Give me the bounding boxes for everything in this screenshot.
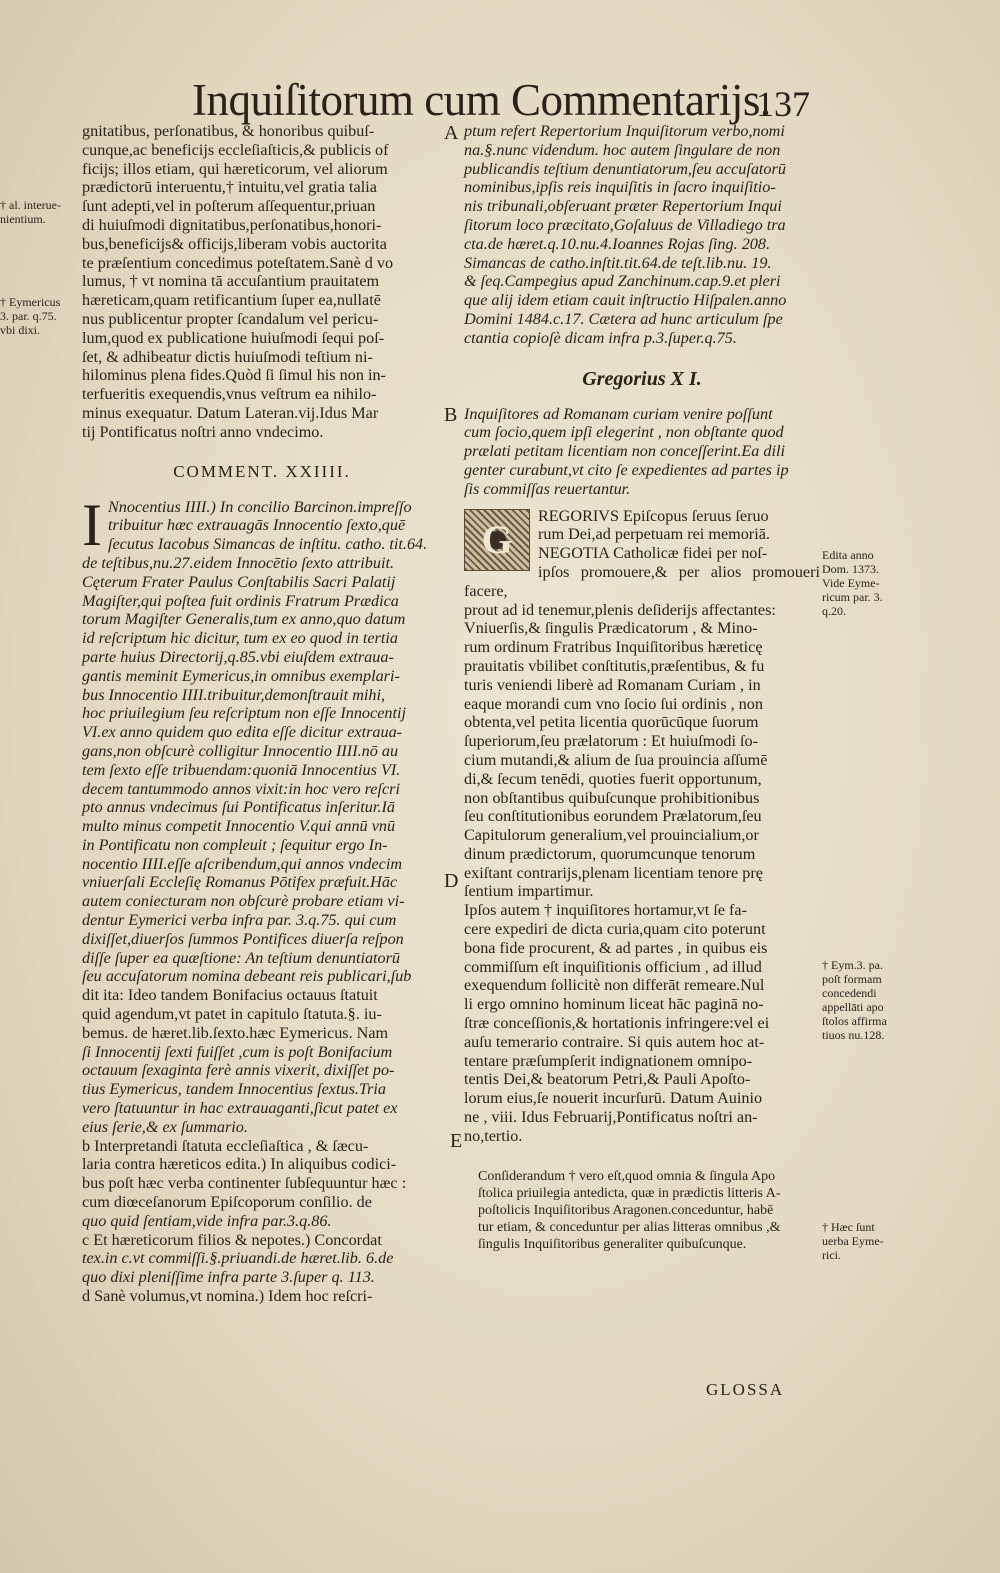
bull-text (464, 507, 820, 1146)
text-line: rum Dei,ad perpetuam rei memoriā. (538, 525, 770, 544)
text-line: ſentium impartimur. (464, 882, 594, 901)
text-line: commiſſum eſt inquiſitionis officium , ad illud (464, 957, 762, 976)
text-line: de teſtibus,nu.27.eidem Innocētio ſexto attribuit. (82, 553, 394, 572)
note-line: ſtolos affirma (822, 1014, 887, 1028)
text-line: nominibus,ipſis reis inquiſitis in ſacro inquiſitio- (464, 178, 776, 197)
text-line: poſtolicis Inquiſitoribus Aragonen.conceduntur, habē (478, 1202, 774, 1218)
text-line: cium mutandi,& alium de ſua prouincia aſſumē (464, 750, 768, 769)
text-line: no,tertio. (464, 1126, 523, 1145)
margin-note-right-2 (822, 958, 912, 1042)
text-line: VI.ex anno quidem quo edita eſſe dicitur extraua- (82, 723, 403, 742)
text-line: cere expediri de dicta curia,quam cito poterunt (464, 920, 766, 939)
margin-note-right-1 (822, 548, 912, 618)
text-line: eius ſerie,& ex ſummario. (82, 1117, 248, 1136)
note-line: Edita anno (822, 548, 874, 562)
note-line: tiuos nu.128. (822, 1028, 885, 1042)
text-line: Simancas de catho.inſtit.tit.64.de teſt.lib.nu. 19. (464, 253, 772, 272)
text-line: Magiſter,qui poſtea fuit ordinis Fratrum Prædica (82, 591, 399, 610)
text-line: multo minus competit Innocentio V.qui annū vnū (82, 817, 396, 836)
text-line: ſeu accuſatorum nomina debeant reis publicari,ſub (82, 967, 412, 986)
page-title: Inquiſitorum cum Commentarijs. (192, 75, 771, 125)
section-letter-b: B (444, 404, 458, 426)
text-line: Conſiderandum † vero eſt,quod omnia & ſingula Apo (478, 1168, 776, 1184)
note-line: appellāti apo (822, 1000, 884, 1014)
text-line: prælati petitam licentiam non conceſſerint.Ea dili (464, 442, 786, 461)
text-line: ipſos promouere,& per alios promoueri facere, (464, 562, 820, 600)
text-line: te præſentium concedimus poteſtatem.Sanè d vo (82, 253, 394, 272)
text-line: bus poſt hæc verba continenter ſubſequuntur hæc : (82, 1174, 407, 1193)
text-line: gnitatibus, perſonatibus, & honoribus quibuſ- (82, 122, 375, 140)
text-line: di huiuſmodi dignitatibus,perſonatibus,honori- (82, 215, 382, 234)
text-line: lum,quod ex publicatione huiuſmodi ſequi poſ- (82, 328, 385, 347)
text-line: na.§.nunc videndum. hoc autem ſingulare de non (464, 140, 781, 159)
text-line: cunque,ac beneficijs eccleſiaſticis,& publicis of (82, 140, 389, 159)
section-letter-a: A (444, 122, 459, 144)
text-line: vero ſtatuuntur in hac extrauaganti,ſicut patet ex (82, 1099, 398, 1118)
text-line: parte huius Directorij,q.85.vbi eiuſdem extraua- (82, 647, 394, 666)
comment-heading: COMMENT. XXIIII. (173, 461, 351, 481)
text-line: nocentio IIII.eſſe aſcribendum,qui annos vndecim (82, 854, 403, 873)
note-block (464, 1168, 820, 1253)
catchword: GLOSSA (706, 1380, 785, 1399)
text-line: lumus, † vt nomina tā accuſantium prauitatem (82, 272, 380, 291)
text-line: autem coniecturam non obſcurè probare etiam vi- (82, 892, 405, 911)
text-line: rum ordinum Fratribus Inquiſitoribus hæreticę (464, 638, 763, 657)
note-line: q.20. (822, 604, 846, 618)
text-line: eaque morandi cum vno ſocio ſui ordinis , non (464, 694, 763, 713)
text-line: ſtolica priuilegia antedicta, quæ in prædictis litteris A- (478, 1185, 781, 1201)
text-line: dit ita: Ideo tandem Bonifacius octauus ſtatuit (82, 986, 378, 1005)
text-line: & ſeq.Campegius apud Zanchinum.cap.9.et pleri (464, 272, 781, 291)
text-line: Inquiſitores ad Romanam curiam venire poſſunt (464, 404, 773, 423)
text-line: nis tribunali,obſeruant præter Repertorium Inqui (464, 197, 782, 216)
left-column (82, 122, 442, 1306)
text-line: bus,beneficijs& officijs,liberam vobis auctorita (82, 234, 387, 253)
text-line: Cęterum Frater Paulus Conſtabilis Sacri Palatij (82, 572, 396, 591)
text-line: lorum eius,ſe nouerit incurſurū. Datum Auinio (464, 1089, 763, 1108)
text-line: ſeu conſtitutionibus eorundem Prælatorum,ſeu (464, 807, 762, 826)
text-line: dentur Eymerici verba infra par. 3.q.75. qui cum (82, 911, 397, 930)
note-line: † al. interue- (0, 198, 61, 212)
text-line: tij Pontificatus noſtri anno vndecimo. (82, 422, 324, 441)
margin-note-left-1 (0, 198, 80, 226)
margin-note-left-2 (0, 295, 80, 337)
decorated-initial: G (464, 509, 530, 571)
note-line: Vide Eyme- (822, 576, 880, 590)
note-line: vbi dixi. (0, 323, 41, 337)
text-line: Capitulorum generalium,vel prouincialium,or (464, 826, 759, 845)
text-line: nus publicentur propter ſcandalum vel pericu- (82, 309, 379, 328)
text-line: publicandis teſtium denuntiatorum,ſeu accuſatorū (464, 159, 786, 178)
margin-note-right-3 (822, 1220, 912, 1262)
text-line: ſitorum loco præcitato,Goſaluus de Villadiego tra (464, 215, 786, 234)
text-line: tentis Dei,& beatorum Petri,& Pauli Apoſto- (464, 1070, 751, 1089)
note-line: uerba Eyme- (822, 1234, 884, 1248)
text-line: hilominus plena fides.Quòd ſi ſimul his non in- (82, 366, 386, 385)
text-line: pto annus vndecimus ſui Pontificatus inſeritur.Iā (82, 798, 395, 817)
text-line: tentare præſumpſerit indignationem omnipo- (464, 1051, 753, 1070)
text-line: c Et hæreticorum filios & nepotes.) Concordat (82, 1230, 382, 1249)
text-line: torum Magiſter Generalis,tum ex anno,quo datum (82, 610, 406, 629)
text-line: ptum refert Repertorium Inquiſitorum verbo,nomi (464, 122, 785, 140)
text-line: b Interpretandi ſtatuta eccleſiaſtica , & ſæcu- (82, 1136, 369, 1155)
text-line: dinum prædictorum, quorumcunque tenorum (464, 844, 756, 863)
text-line: REGORIVS Epiſcopus ſeruus ſeruo (538, 506, 769, 525)
text-line: tius Eymericus, tandem Innocentius ſextus.Tria (82, 1080, 386, 1099)
text-line: cum diœceſanorum Epiſcoporum conſilio. de (82, 1193, 372, 1212)
page-number: 137 (756, 84, 810, 124)
text-line: hoc priuilegium ſeu reſcriptum non eſſe Innocentij (82, 704, 406, 723)
initial-letter: I (82, 491, 102, 558)
text-line: obtenta,vel petita licentia quorūcūque ſuorum (464, 713, 759, 732)
note-line: ricum par. 3. (822, 590, 883, 604)
note-line: † Hæc ſunt (822, 1220, 875, 1234)
text-line: in Pontificatu non compleuit ; ſequitur ergo In- (82, 835, 388, 854)
text-line: diſſe ſuper ea quæſtione: An teſtium denuntiatorū (82, 948, 401, 967)
text-line: bus Innocentio IIII.tribuitur,demonſtrauit mihi, (82, 685, 386, 704)
text-line: ctantia copioſè dicam infra p.3.ſuper.q.75. (464, 328, 737, 347)
text-line: ſi Innocentij ſexti fuiſſet ,cum is poſt Bonifacium (82, 1042, 393, 1061)
text-line: prædictorū interuentu,† intuitu,vel gratia talia (82, 178, 377, 197)
text-line: octauum ſexaginta ferè annis vixerit, dixiſſet po- (82, 1061, 395, 1080)
text-line: gantis meminit Eymericus,in omnibus exemplari- (82, 666, 400, 685)
text-line: ne , viii. Idus Februarij,Pontificatus noſtri an- (464, 1108, 758, 1127)
note-line: nientium. (0, 212, 46, 226)
text-line: d Sanè volumus,vt nomina.) Idem hoc reſcri- (82, 1287, 373, 1306)
text-line: Ipſos autem † inquiſitores hortamur,vt ſe fa- (464, 901, 748, 920)
text-line: bona fide procurent, & ad partes , in quibus eis (464, 938, 768, 957)
text-line: gans,non obſcurè colligitur Innocentio IIII.nō au (82, 741, 399, 760)
section-letter-d: D (444, 870, 459, 892)
summary (464, 405, 820, 499)
text-line: Vniuerſis,& ſingulis Prædicatorum , & Mino- (464, 619, 758, 638)
text-line: dixiſſet,diuerſos ſummos Pontifices diuerſa reſpon (82, 929, 404, 948)
text-line: terfueritis exequendis,vnus veſtrum ea nihilo- (82, 385, 377, 404)
section-letter-e: E (450, 1130, 463, 1152)
text-line: exequendum ſollicitè non differāt remeare.Nul (464, 976, 765, 995)
note-line: rici. (822, 1248, 841, 1262)
text-line: di,& ſecum tenēdi, quoties fuerit opportunum, (464, 769, 762, 788)
text-line: Domini 1484.c.17. Cætera ad hunc articulum ſpe (464, 309, 783, 328)
text-line: ſuperiorum,ſeu prælatorum : Et huiuſmodi ſo- (464, 732, 759, 751)
note-line: 3. par. q.75. (0, 309, 57, 323)
text-line: li ergo omnino hominum liceat hāc paginā no- (464, 995, 764, 1014)
text-line: minus exequatur. Datum Lateran.vij.Idus Mar (82, 403, 379, 422)
text-line: tribuitur hæc extrauagās Innocentio ſexto,quē (107, 516, 406, 535)
text-line: ſunt adepti,vel in poſterum aſſequentur,priuan (82, 197, 376, 216)
text-line: que alij idem etiam cauit inſtructio Hiſpalen.anno (464, 291, 787, 310)
section-heading: Gregorius X I. (582, 367, 702, 390)
comment-body (82, 491, 442, 1306)
text-line: ſecutus Iacobus Simancas de inſtitu. catho. tit.64. (107, 535, 428, 554)
text-line: ſet, & adhibeatur dictis huiuſmodi teſtium ni- (82, 347, 373, 366)
note-line: Dom. 1373. (822, 562, 879, 576)
text-line: ſtræ conceſſionis,& hortationis infringere:vel ei (464, 1014, 770, 1033)
text-line: bemus. de hæret.lib.ſexto.hæc Eymericus. Nam (82, 1023, 389, 1042)
text-line: turis veniendi liberè ad Romanam Curiam , in (464, 675, 761, 694)
text-line: quo quid ſentiam,vide infra par.3.q.86. (82, 1211, 332, 1230)
text-line: quid agendum,vt patet in capitulo ſtatuta.§. iu- (82, 1005, 382, 1024)
right-column (464, 122, 820, 1253)
note-line: poſt formam (822, 972, 882, 986)
note-line: concedendi (822, 986, 877, 1000)
note-line: † Eym.3. pa. (822, 958, 883, 972)
text-line: vniuerſali Eccleſię Romanus Pōtifex præfuit.Hāc (82, 873, 398, 892)
right-text-continuation (464, 122, 820, 348)
text-line: id reſcriptum hic dicitur, tum ex eo quod in tertia (82, 629, 398, 648)
text-line: NEGOTIA Catholicæ fidei per noſ- (538, 544, 768, 563)
text-line: tex.in c.vt commiſſi.§.priuandi.de hæret.lib. 6.de (82, 1249, 394, 1268)
text-line: genter curabunt,vt cito ſe expedientes ad partes ip (464, 460, 789, 479)
text-line: tur etiam, & conceduntur per alias litteras omnibus ,& (478, 1219, 781, 1235)
text-line: laria contra hæreticos edita.) In aliquibus codici- (82, 1155, 397, 1174)
text-line: prout ad id tenemur,plenis deſiderijs affectantes: (464, 600, 776, 619)
text-line: ſis commiſſas reuertantur. (464, 479, 631, 498)
left-text-continuation (82, 122, 442, 442)
text-line: tem ſexto eſſe tribuendam:quoniā Innocentius VI. (82, 760, 401, 779)
text-line: cum ſocio,quem ipſi elegerint , non obſtante quod (464, 423, 784, 442)
text-line: prauitatis vbilibet conſtitutis,præſentibus, & fu (464, 656, 765, 675)
text-line: auſu temerario contraire. Si quis autem hoc at- (464, 1032, 765, 1051)
text-line: hæreticam,quam retificantium ſuper ea,nullatē (82, 291, 381, 310)
text-line: exiſtant contrarijs,plenam licentiam tenore prę (464, 863, 763, 882)
text-line: Nnocentius IIII.) In concilio Barcinon.impreſſo (107, 497, 412, 516)
note-line: † Eymericus (0, 295, 61, 309)
text-line: ficijs; illos etiam, qui hæreticorum, vel aliorum (82, 159, 388, 178)
text-line: ſingulis Inquiſitoribus generaliter quibuſcunque. (478, 1236, 747, 1252)
text-line: non obſtantibus quibuſcunque prohibitionibus (464, 788, 760, 807)
text-line: cta.de hæret.q.10.nu.4.Ioannes Rojas ſing. 208. (464, 234, 771, 253)
text-line: decem tantummodo annos vixit:in hoc vero reſcri (82, 779, 400, 798)
text-line: quo dixi pleniſſime infra parte 3.ſuper q. 113. (82, 1268, 375, 1287)
